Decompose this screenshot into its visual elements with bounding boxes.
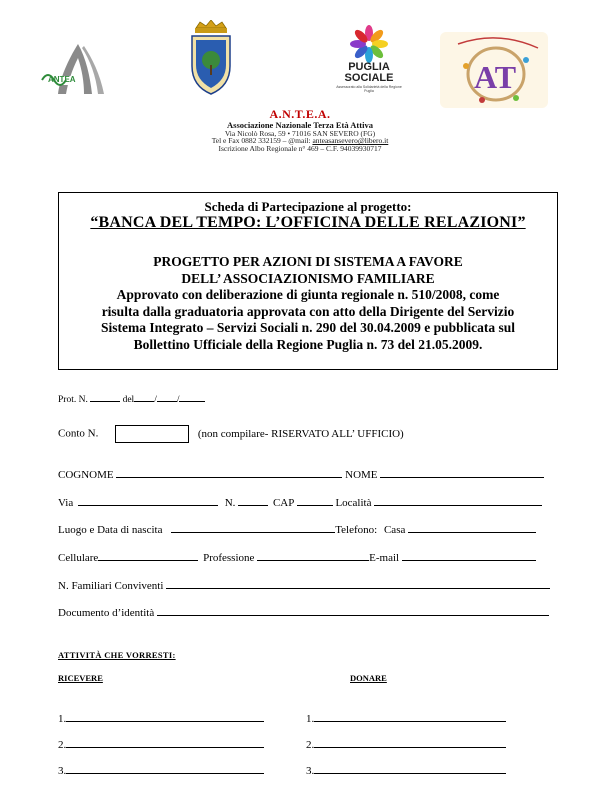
association-email-link[interactable]: anteasansevero@libero.it [312,136,389,146]
email-label: E-mail [369,552,400,564]
donate-item-number: 2. [306,739,315,751]
birth-phone-row [58,523,536,536]
identity-document-field[interactable] [157,606,549,616]
receive-item-field[interactable] [66,764,264,774]
birth-place-date-field[interactable] [171,523,335,533]
puglia-logo-line2: SOCIALE [344,72,394,84]
donate-item-number: 3. [306,765,315,777]
association-info [150,108,450,153]
surname-name-row [58,468,544,481]
protocol-slash-1: / [154,395,157,405]
receive-item [58,712,264,725]
protocol-row [58,392,205,405]
at-logo-icon [438,30,550,110]
city-label: Località [335,497,372,509]
phone-label: Telefono: [335,524,378,536]
project-heading [59,253,557,287]
donate-item-field[interactable] [314,712,506,722]
street-number-field[interactable] [238,496,268,506]
region-crest-logo [186,20,236,98]
account-label: Conto N. [58,427,99,440]
street-label: Via [58,497,74,509]
donate-item-field[interactable] [314,764,506,774]
email-field[interactable] [402,551,536,561]
protocol-number-field[interactable] [90,392,120,402]
identity-document-row [58,606,549,619]
profession-field[interactable] [257,551,369,561]
antea-logo-caption: ANTEA [48,75,76,84]
puglia-logo-line1: PUGLIA [348,61,390,73]
cap-field[interactable] [297,496,333,506]
protocol-del-label: del [120,395,135,405]
donate-column-header: DONARE [350,673,387,683]
street-field[interactable] [78,496,218,506]
surname-label: COGNOME [58,469,114,481]
protocol-slash-2: / [176,395,180,405]
antea-logo-icon [38,40,120,98]
project-approval-text [65,287,551,353]
home-phone-label: Casa [383,524,406,536]
mobile-label: Cellulare [58,552,99,564]
receive-item-field[interactable] [66,712,264,722]
project-heading-line1: PROGETTO PER AZIONI DI SISTEMA A FAVORE [153,254,463,269]
receive-item-field[interactable] [66,738,264,748]
donate-item [306,764,506,777]
account-note: (non compilare- RISERVATO ALL’ UFFICIO) [197,427,404,440]
at-logo-text: AT [474,59,517,95]
antea-logo [38,40,120,98]
mobile-field[interactable] [98,551,198,561]
receive-item-number: 3. [58,765,67,777]
family-members-label: N. Familiari Conviventi [58,580,164,592]
protocol-year-field[interactable] [179,392,205,402]
receive-item-number: 2. [58,739,67,751]
name-label: NOME [345,469,378,481]
name-field[interactable] [380,468,544,478]
city-field[interactable] [374,496,542,506]
family-row [58,579,550,592]
project-intro: Scheda di Partecipazione al progetto: [204,199,412,214]
account-number-box[interactable] [115,425,189,443]
protocol-day-field[interactable] [134,392,154,402]
project-body-line1: Approvato con deliberazione di giunta regionale n. 510/2008, come [116,287,500,302]
donate-item-field[interactable] [314,738,506,748]
cap-label: CAP [272,497,294,509]
crest-icon [186,20,236,98]
donate-item [306,738,506,751]
receive-column-header: RICEVERE [58,673,103,683]
account-row [58,425,404,443]
association-contact-prefix: Tel e Fax 0882 332159 – @mail: [211,136,313,146]
home-phone-field[interactable] [408,523,536,533]
receive-item-number: 1. [58,713,67,725]
association-name: A.N.T.E.A. [269,107,331,121]
project-heading-line2: DELL’ ASSOCIAZIONISMO FAMILIARE [181,271,435,286]
project-body-line3: Sistema Integrato – Servizi Sociali n. 290 del 30.04.2009 e pubblicata sul [100,320,515,335]
at-logo [438,30,550,110]
profession-label: Professione [203,552,255,564]
puglia-sociale-logo [332,24,406,98]
receive-item [58,738,264,751]
street-number-label: N. [224,497,236,509]
surname-field[interactable] [116,468,342,478]
mobile-profession-row [58,551,536,564]
family-members-field[interactable] [166,579,550,589]
project-body-line4: Bollettino Ufficiale della Regione Puglia n. 73 del 21.05.2009. [133,336,483,352]
birth-place-date-label: Luogo e Data di nascita [58,524,163,536]
association-registry: Iscrizione Albo Regionale n° 469 – C.F. 94039930717 [218,144,382,154]
project-box [58,192,558,370]
association-address: Via Nicolò Rosa, 59 • 71016 SAN SEVERO (FG) [224,128,376,138]
donate-item-number: 1. [306,713,315,725]
association-full-name: Associazione Nazionale Terza Età Attiva [227,119,373,130]
protocol-label: Prot. N. [58,395,91,405]
receive-item [58,764,264,777]
flower-icon [332,24,406,64]
project-title: “BANCA DEL TEMPO: L’OFFICINA DELLE RELAZIONI” [90,214,526,231]
donate-item [306,712,506,725]
address-row [58,496,542,509]
project-body-line2: risulta dalla graduatoria approvata con atto della Dirigente del Servizio [101,303,515,319]
puglia-logo-caption: Assessorato alla Solidarietà della Regione Puglia [336,85,402,93]
activities-title: ATTIVITÀ CHE VORRESTI: [58,650,176,660]
protocol-month-field[interactable] [157,392,177,402]
identity-document-label: Documento d’identità [58,607,155,619]
